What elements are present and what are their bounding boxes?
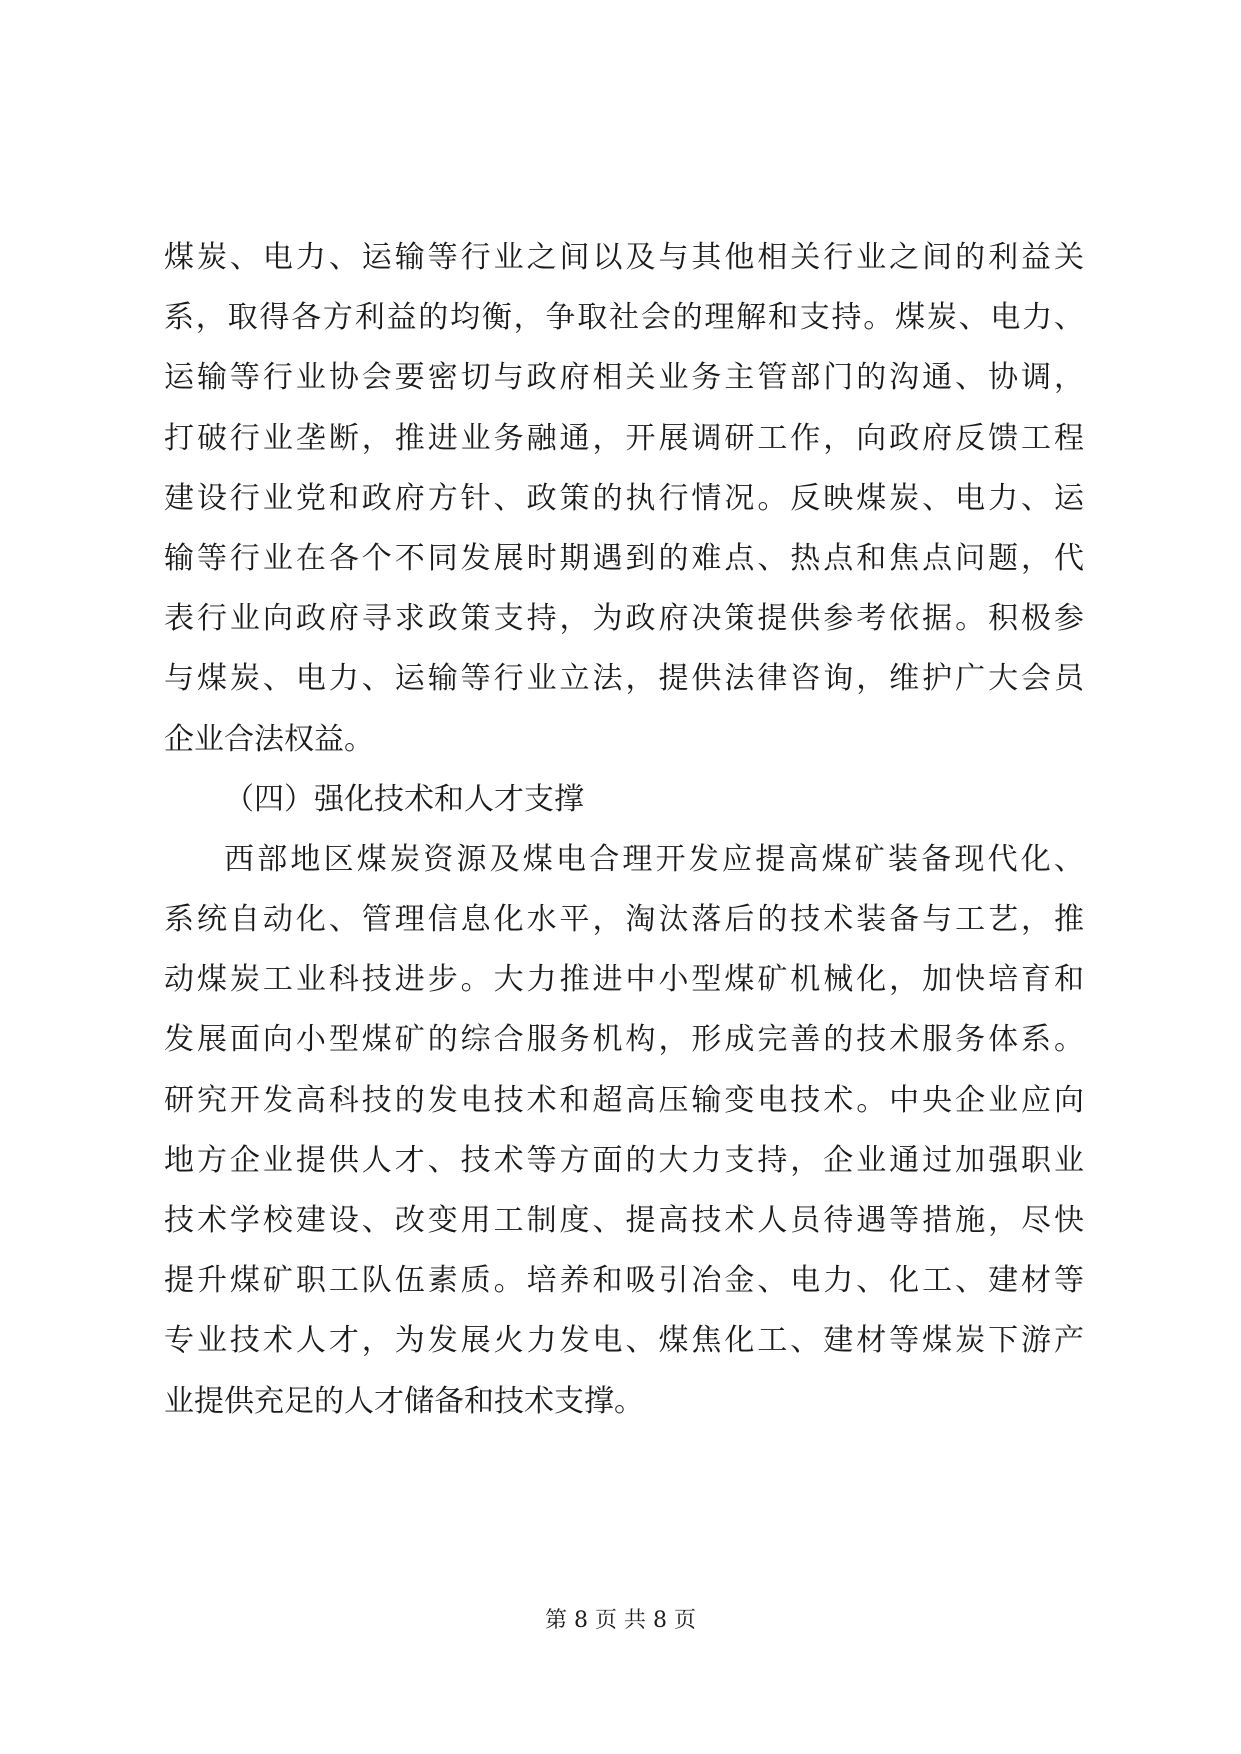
text-line: 动煤炭工业科技进步。大力推进中小型煤矿机械化，加快培育和 (164, 962, 1084, 998)
text-line: 打破行业垄断，推进业务融通，开展调研工作，向政府反馈工程 (164, 420, 1084, 456)
text-line: 与煤炭、电力、运输等行业立法，提供法律咨询，维护广大会员 (164, 661, 1084, 697)
text-line: 系统自动化、管理信息化水平，淘汰落后的技术装备与工艺，推 (164, 902, 1084, 938)
text-line: 专业技术人才，为发展火力发电、煤焦化工、建材等煤炭下游产 (164, 1323, 1084, 1359)
text-line: 西部地区煤炭资源及煤电合理开发应提高煤矿装备现代化、 (224, 841, 1084, 877)
text-line: 企业合法权益。 (164, 721, 374, 757)
text-line: 提升煤矿职工队伍素质。培养和吸引冶金、电力、化工、建材等 (164, 1263, 1084, 1299)
text-line: 地方企业提供人才、技术等方面的大力支持，企业通过加强职业 (164, 1142, 1084, 1178)
section-heading: （四）强化技术和人才支撑 (224, 781, 584, 817)
text-line: 系，取得各方利益的均衡，争取社会的理解和支持。煤炭、电力、 (164, 300, 1084, 336)
text-line: 研究开发高科技的发电技术和超高压输变电技术。中央企业应向 (164, 1082, 1084, 1118)
text-line: 业提供充足的人才储备和技术支撑。 (164, 1383, 644, 1419)
document-body (164, 228, 1084, 1432)
text-line: 运输等行业协会要密切与政府相关业务主管部门的沟通、协调， (164, 360, 1084, 396)
text-line: 发展面向小型煤矿的综合服务机构，形成完善的技术服务体系。 (164, 1022, 1084, 1058)
text-line: 表行业向政府寻求政策支持，为政府决策提供参考依据。积极参 (164, 601, 1084, 637)
text-line: 输等行业在各个不同发展时期遇到的难点、热点和焦点问题，代 (164, 540, 1084, 576)
text-line: 技术学校建设、改变用工制度、提高技术人员待遇等措施，尽快 (164, 1203, 1084, 1238)
text-line: 煤炭、电力、运输等行业之间以及与其他相关行业之间的利益关 (164, 240, 1084, 275)
page-number-footer: 第 8 页 共 8 页 (545, 1608, 696, 1633)
text-line: 建设行业党和政府方针、政策的执行情况。反映煤炭、电力、运 (164, 480, 1084, 516)
